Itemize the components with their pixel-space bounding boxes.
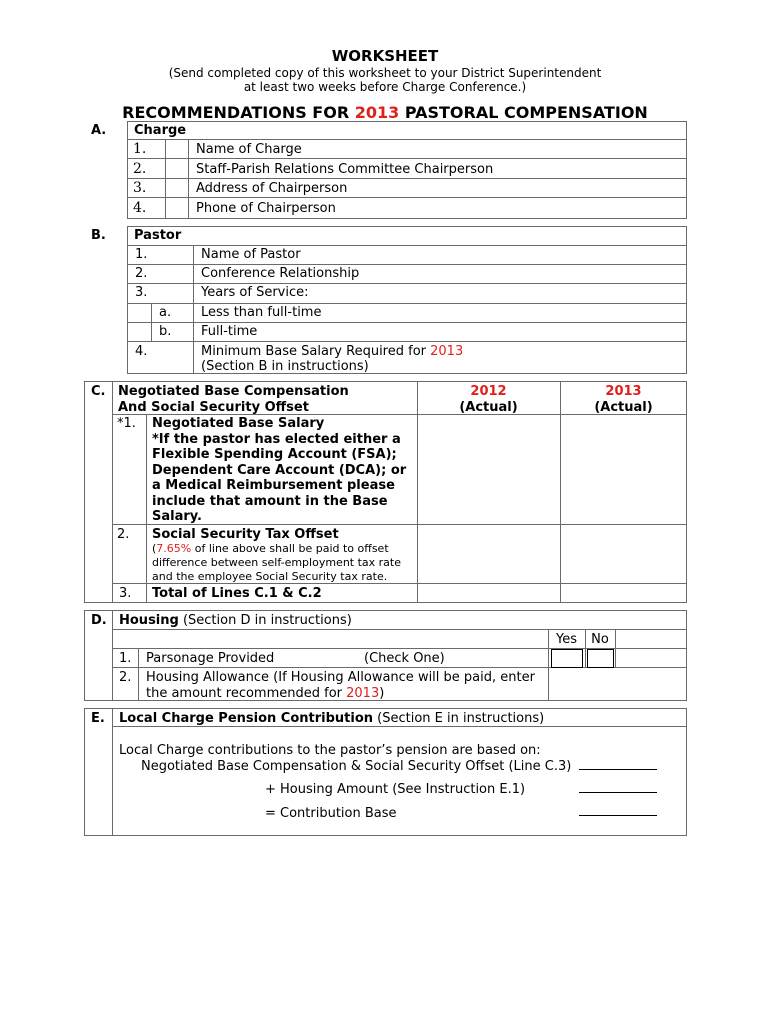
e-line-4: = Contribution Base	[265, 806, 397, 821]
c-item-1-line-2: *If the pastor has elected either a	[152, 432, 401, 447]
c-item-2-paren: (	[152, 542, 157, 555]
a-row-3-num: 3.	[133, 180, 147, 196]
c-item-1-line-5: a Medical Reimbursement please	[152, 478, 395, 493]
parsonage-no-checkbox[interactable]	[587, 649, 614, 668]
section-a-letter: A.	[91, 123, 107, 138]
b-row-4-num: 4.	[135, 344, 148, 359]
b-row-2-label: Conference Relationship	[201, 266, 360, 281]
e-line-2: Negotiated Base Compensation & Social Security Offset (Line C.3)	[141, 759, 572, 774]
c-item-1-line-1: Negotiated Base Salary	[152, 416, 325, 431]
c-item-1-line-3: Flexible Spending Account (FSA);	[152, 447, 397, 462]
subtitle-line-1: (Send completed copy of this worksheet to your District Superintendent	[168, 66, 602, 80]
a-row-2-num: 2.	[133, 161, 147, 177]
e-line-1: Local Charge contributions to the pastor’s pension are based on:	[119, 743, 541, 758]
c-item-1-num: *1.	[117, 416, 136, 431]
d-item-2-close: )	[379, 686, 385, 701]
b-row-3-label: Years of Service:	[201, 285, 309, 300]
e-line-2-blank[interactable]	[579, 769, 657, 770]
b-row-1-label: Name of Pastor	[201, 247, 301, 262]
c-item-2-title: Social Security Tax Offset	[152, 527, 339, 542]
a-row-4-num: 4.	[133, 200, 147, 216]
section-d-title-note: (Section D in instructions)	[178, 613, 352, 628]
a-row-4-label: Phone of Chairperson	[196, 201, 336, 216]
e-line-4-blank[interactable]	[579, 815, 657, 816]
c-item-3-num: 3.	[119, 586, 132, 601]
page-title: WORKSHEET	[331, 47, 439, 65]
c-item-3-title: Total of Lines C.1 & C.2	[152, 586, 322, 601]
b-row-4-note: (Section B in instructions)	[201, 359, 369, 374]
d-item-1-check: (Check One)	[364, 651, 445, 666]
d-item-1-label: Parsonage Provided	[146, 651, 275, 666]
c-item-2-note-1	[152, 542, 389, 556]
b-subrow-b-label: Full-time	[201, 324, 258, 339]
b-subrow-a-label: Less than full-time	[201, 305, 322, 320]
b-row-4-text: Minimum Base Salary Required for	[201, 344, 431, 359]
section-e-letter: E.	[91, 711, 105, 726]
section-b-letter: B.	[91, 228, 106, 243]
section-d-letter: D.	[91, 613, 107, 628]
d-item-2-year: 2013	[346, 686, 380, 701]
rec-prefix: RECOMMENDATIONS FOR	[122, 103, 355, 122]
section-a-title: Charge	[134, 123, 187, 138]
c-col2-label: (Actual)	[594, 400, 653, 415]
a-row-3-label: Address of Chairperson	[196, 181, 348, 196]
a-row-1-num: 1.	[133, 141, 147, 157]
c-item-1-line-4: Dependent Care Account (DCA); or	[152, 463, 407, 478]
b-row-2-num: 2.	[135, 266, 148, 281]
b-row-1-num: 1.	[135, 247, 148, 262]
d-item-2-line-2	[146, 686, 384, 701]
section-e-title-note: (Section E in instructions)	[373, 711, 545, 726]
c-col1-label: (Actual)	[459, 400, 518, 415]
b-subrow-b-num: b.	[159, 324, 172, 339]
d-yes-label: Yes	[556, 632, 577, 647]
b-row-3-num: 3.	[135, 285, 148, 300]
e-line-3-blank[interactable]	[579, 792, 657, 793]
parsonage-yes-checkbox[interactable]	[551, 649, 583, 668]
section-c-title-2: And Social Security Offset	[118, 400, 309, 415]
a-row-1-label: Name of Charge	[196, 142, 302, 157]
c-col2-year: 2013	[605, 384, 642, 399]
d-no-label: No	[591, 632, 609, 647]
rec-suffix: PASTORAL COMPENSATION	[399, 103, 648, 122]
section-d-title-text: Housing	[119, 613, 179, 628]
d-item-1-num: 1.	[119, 651, 132, 666]
rec-year: 2013	[354, 103, 400, 122]
c-item-2-note-2: difference between self-employment tax rate	[152, 556, 402, 569]
b-subrow-a-num: a.	[159, 305, 172, 320]
c-item-1-line-6: include that amount in the Base	[152, 494, 388, 509]
e-line-3: + Housing Amount (See Instruction E.1)	[265, 782, 526, 797]
c-item-2-note-3: and the employee Social Security tax rate.	[152, 570, 388, 583]
d-item-2-line-2-text: the amount recommended for	[146, 686, 347, 701]
c-item-2-note-1-text: of line above shall be paid to offset	[191, 542, 389, 555]
section-b-title: Pastor	[134, 228, 182, 243]
recommendations-heading	[0, 103, 770, 122]
section-c-letter: C.	[91, 384, 106, 399]
c-item-1-line-7: Salary.	[152, 509, 202, 524]
d-item-2-num: 2.	[119, 670, 132, 685]
section-e-title	[119, 711, 544, 726]
b-row-4-year: 2013	[430, 344, 464, 359]
subtitle-line-2: at least two weeks before Charge Conference.)	[243, 80, 527, 94]
c-item-2-pct: 7.65%	[156, 542, 192, 555]
section-d-title	[119, 613, 352, 628]
section-e-title-text: Local Charge Pension Contribution	[119, 711, 374, 726]
section-c-title-1: Negotiated Base Compensation	[118, 384, 349, 399]
a-row-2-label: Staff-Parish Relations Committee Chairperson	[196, 162, 494, 177]
d-item-2-line-1: Housing Allowance (If Housing Allowance will be paid, enter	[146, 670, 535, 685]
c-col1-year: 2012	[470, 384, 507, 399]
b-row-4-label	[201, 344, 463, 359]
c-item-2-num: 2.	[117, 527, 130, 542]
